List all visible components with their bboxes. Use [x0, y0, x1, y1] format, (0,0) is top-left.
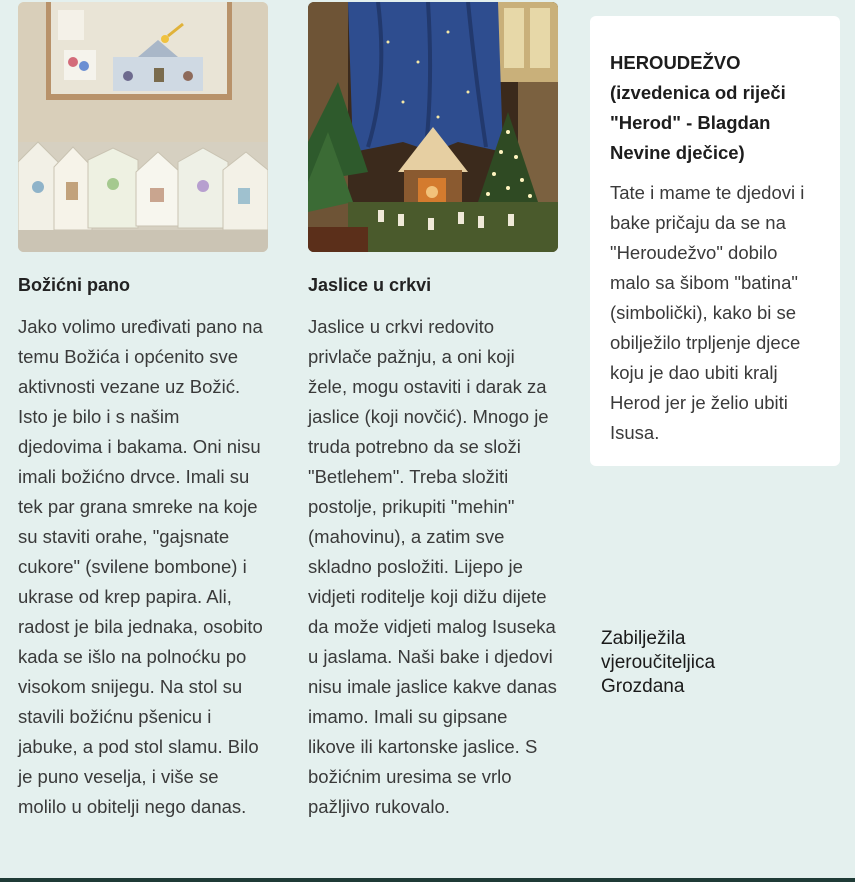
- heroudezvo-info-box: [590, 16, 840, 466]
- church-nativity-image: [308, 2, 558, 252]
- card-text: Jako volimo uređivati pano na temu Božića i općenito sve aktivnosti vezane uz Božić. Isto je bilo i s našim djedovima i bakama. Oni nisu imali božićno drvce. Imali su tek par grana smreke na koje su staviti orahe, "gajsnate cukore" (svilene bombone) i ukrase od krep papira. Ali, radost je bila jednaka, osobito kada se išlo na polnoćku po visokom snijegu. Na stol su stavili božićnu pšenicu i jabuke, a pod stol slamu. Bilo je puno veselja, i više se molilo u obitelji nego danas.: [18, 316, 263, 817]
- signature-line-3: Grozdana: [601, 676, 685, 697]
- card-title: Božićni pano: [18, 275, 130, 295]
- bozicni-pano-photo: [18, 2, 268, 252]
- info-box-title: HEROUDEŽVO (izvedenica od riječi "Herod" - Blagdan Nevine dječice): [610, 52, 786, 163]
- author-signature: [601, 627, 821, 699]
- card-jaslice-u-crkvi: [308, 2, 558, 822]
- bottom-divider: [0, 878, 855, 882]
- card-title: Jaslice u crkvi: [308, 275, 432, 295]
- card-text: Jaslice u crkvi redovito privlače pažnju, a oni koji žele, mogu ostaviti i darak za jaslice (koji novčić). Mnogo je truda potrebno da se složi "Betlehem". Treba složiti postolje, prikupiti "mehin" (mahovinu), a zatim sve skladno posložiti. Lijepo je vidjeti roditelje koji dižu dijete da može vidjeti malog Isuseka u jaslama. Naši bake i djedovi nisu imale jaslice kakve danas imamo. Imali su gipsane likove ili kartonske jaslice. S božićnim uresima se vrlo pažljivo rukovalo.: [308, 316, 557, 817]
- signature-line-1: Zabilježila: [601, 628, 686, 649]
- bulletin-board-image: [18, 2, 268, 252]
- info-box-text: Tate i mame te djedovi i bake pričaju da se na "Heroudežvo" dobilo malo sa šibom "batina" (simbolički), kako bi se obilježilo trpljenje djece koju je dao ubiti kralj Herod jer je želio ubiti Isusa.: [610, 182, 805, 443]
- jaslice-photo: [308, 2, 558, 252]
- card-bozicni-pano: [18, 2, 268, 822]
- signature-line-2: vjeroučiteljica: [601, 652, 716, 673]
